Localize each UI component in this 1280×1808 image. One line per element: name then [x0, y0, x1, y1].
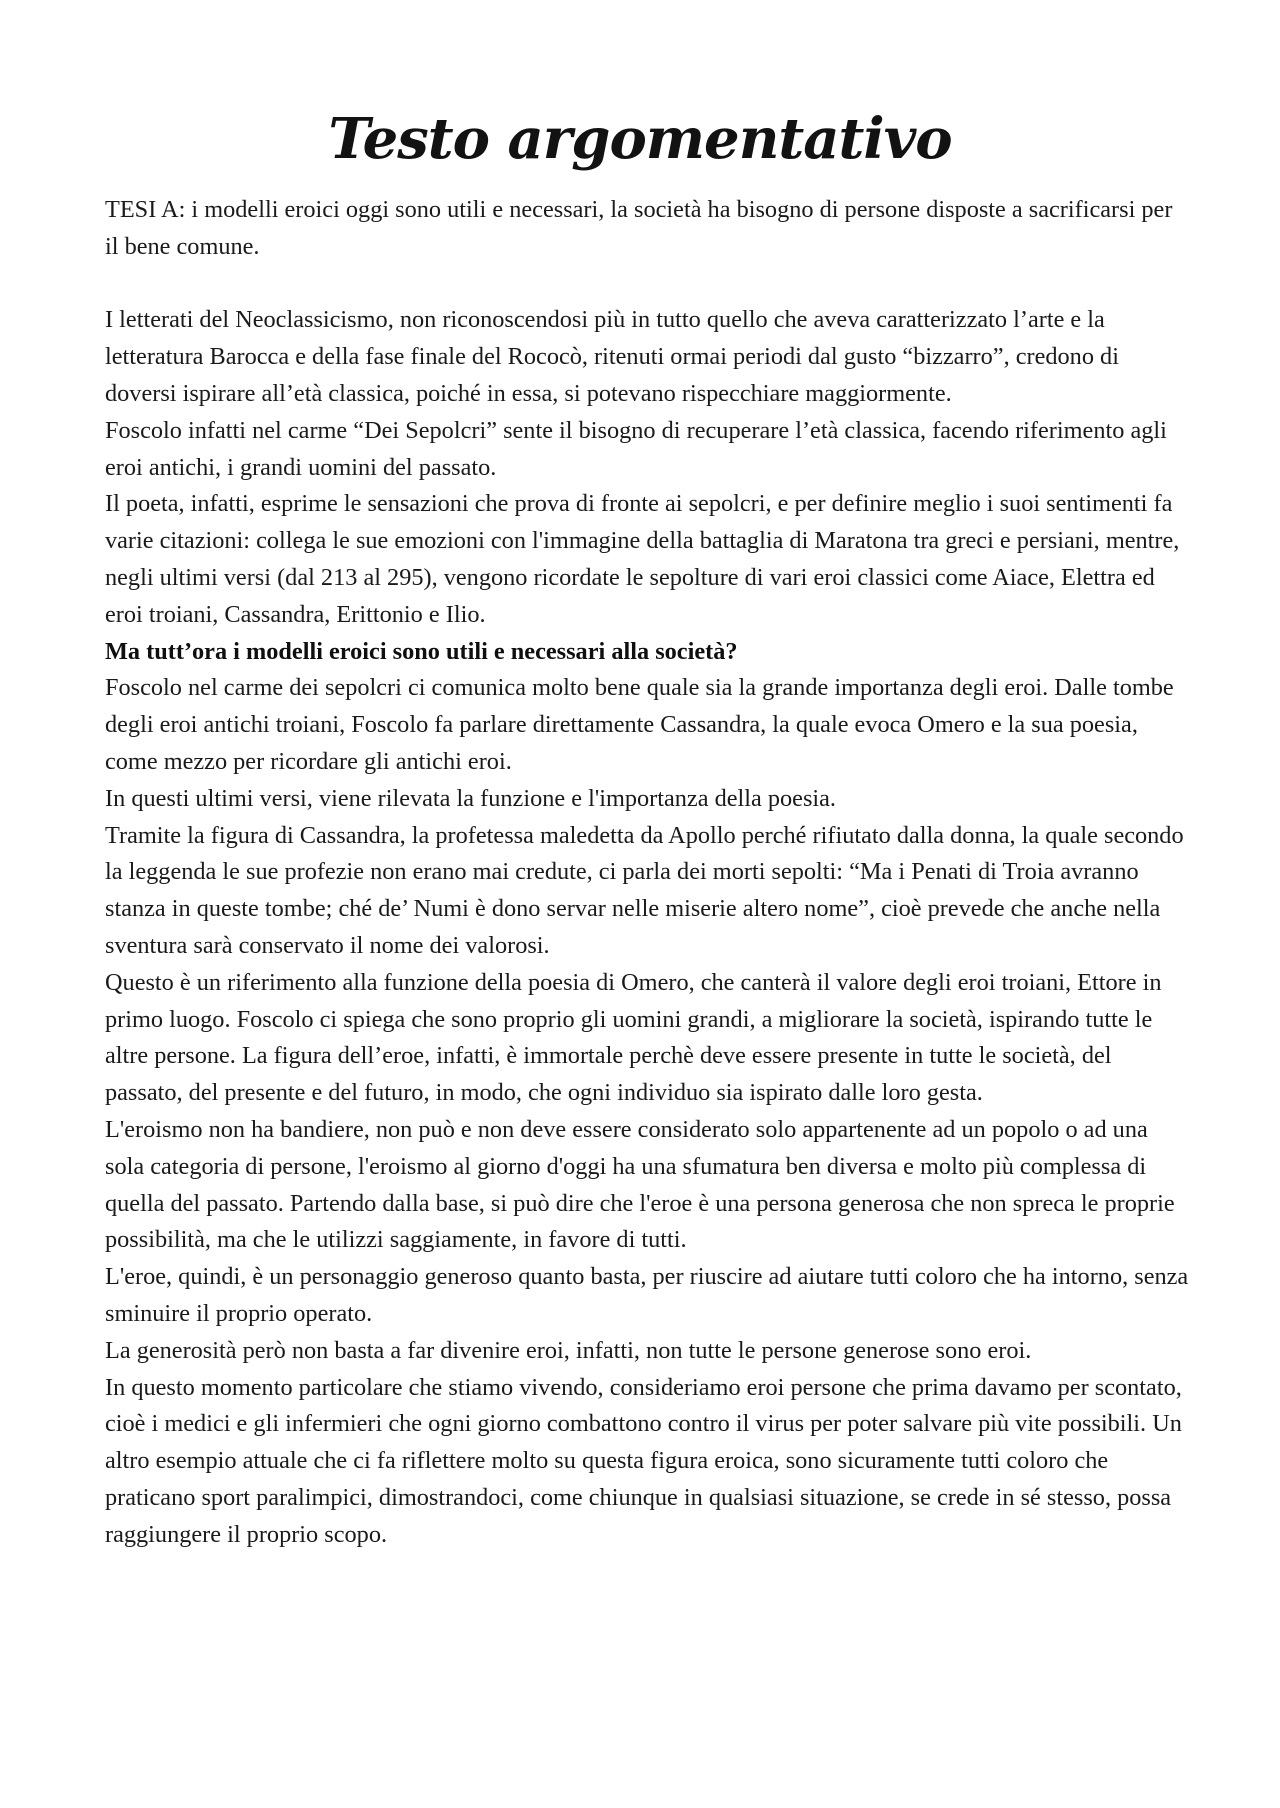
thesis-paragraph: TESI A: i modelli eroici oggi sono utili e necessari, la società ha bisogno di persone disposte a sacrificarsi per il bene comune.	[105, 196, 1173, 260]
body-paragraph: In questi ultimi versi, viene rilevata la funzione e l'importanza della poesia.	[105, 784, 837, 812]
body-paragraph: Il poeta, infatti, esprime le sensazioni che prova di fronte ai sepolcri, e per definire meglio i suoi sentimenti fa varie citazioni: collega le sue emozioni con l'immagine della battaglia di Maratona tra greci e persiani, mentre, negli ultimi versi (dal 213 al 295), vengono ricordate le sepolture di vari eroi classici come Aiace, Elettra ed eroi troiani, Cassandra, Erittonio e Ilio.	[105, 490, 1180, 628]
body-paragraph: L'eroismo non ha bandiere, non può e non deve essere considerato solo appartenente ad un popolo o ad una sola categoria di persone, l'eroismo al giorno d'oggi ha una sfumatura ben diversa e molto più complessa di quella del passato. Partendo dalla base, si può dire che l'eroe è una persona generosa che non spreca le proprie possibilità, ma che le utilizzi saggiamente, in favore di tutti.	[105, 1115, 1175, 1254]
body-paragraph: I letterati del Neoclassicismo, non riconoscendosi più in tutto quello che aveva caratterizzato l’arte e la letteratura Barocca e della fase finale del Rococò, ritenuti ormai periodi dal gusto “bizzarro”, credono di doversi ispirare all’età classica, poiché in essa, si potevano rispecchiare maggiormente.	[105, 306, 1119, 407]
question-heading: Ma tutt’ora i modelli eroici sono utili e necessari alla società?	[105, 637, 738, 665]
body-paragraph: Questo è un riferimento alla funzione della poesia di Omero, che canterà il valore degli eroi troiani, Ettore in primo luogo. Foscolo ci spiega che sono proprio gli uomini grandi, a migliorare la società, ispirando tutte le altre persone. La figura dell’eroe, infatti, è immortale perchè deve essere presente in tutte le società, del passato, del presente e del futuro, in modo, che ogni individuo sia ispirato dalle loro gesta.	[105, 968, 1162, 1107]
body-paragraph: Foscolo nel carme dei sepolcri ci comunica molto bene quale sia la grande importanza degli eroi. Dalle tombe degli eroi antichi troiani, Foscolo fa parlare direttamente Cassandra, la quale evoca Omero e la sua poesia, come mezzo per ricordare gli antichi eroi.	[105, 674, 1174, 775]
document-body	[105, 192, 1190, 1553]
body-paragraph: Foscolo infatti nel carme “Dei Sepolcri” sente il bisogno di recuperare l’età classica, facendo riferimento agli eroi antichi, i grandi uomini del passato.	[105, 416, 1167, 481]
body-paragraph: In questo momento particolare che stiamo vivendo, consideriamo eroi persone che prima davamo per scontato, cioè i medici e gli infermieri che ogni giorno combattono contro il virus per poter salvare più vite possibili. Un altro esempio attuale che ci fa riflettere molto su questa figura eroica, sono sicuramente tutti coloro che praticano sport paralimpici, dimostrandoci, come chiunque in qualsiasi situazione, se crede in sé stesso, possa raggiungere il proprio scopo.	[105, 1373, 1182, 1548]
document-title: Testo argomentativo	[328, 106, 952, 172]
body-paragraph: Tramite la figura di Cassandra, la profetessa maledetta da Apollo perché rifiutato dalla donna, la quale secondo la leggenda le sue profezie non erano mai credute, ci parla dei morti sepolti: “Ma i Penati di Troia avranno stanza in queste tombe; ché de’ Numi è dono servar nelle miserie altero nome”, cioè prevede che anche nella sventura sarà conservato il nome dei valorosi.	[105, 821, 1184, 959]
paragraph-spacer	[105, 266, 1190, 303]
body-paragraph: L'eroe, quindi, è un personaggio generoso quanto basta, per riuscire ad aiutare tutti coloro che ha intorno, senza sminuire il proprio operato.	[105, 1263, 1189, 1327]
body-paragraph: La generosità però non basta a far divenire eroi, infatti, non tutte le persone generose sono eroi.	[105, 1336, 1032, 1364]
